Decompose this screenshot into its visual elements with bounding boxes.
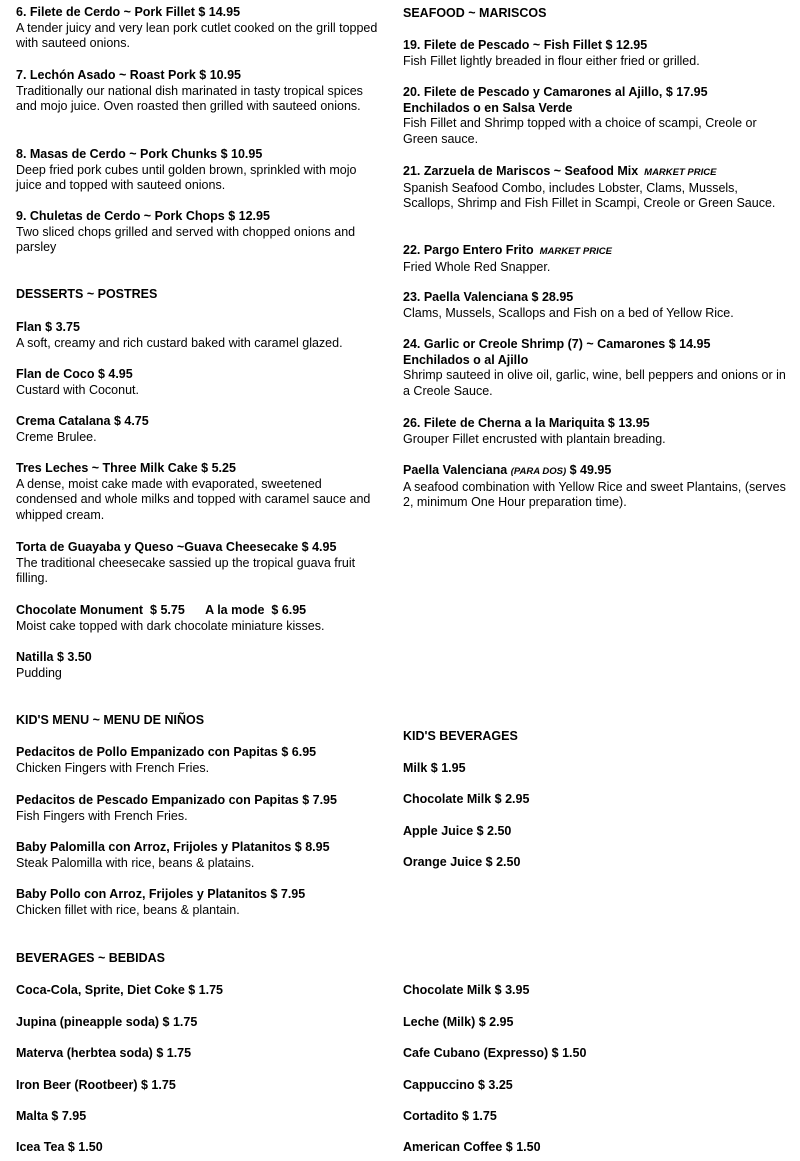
item-description: Two sliced chops grilled and served with chopped onions and parsley [16, 224, 356, 254]
item-description: Deep fried pork cubes until golden brown, sprinkled with mojo juice and topped with sauteed onions. [16, 162, 357, 192]
item-title: Natilla $ 3.50 [16, 650, 92, 664]
item-title-line2: Enchilados o en Salsa Verde [403, 100, 573, 115]
item-title: 9. Chuletas de Cerdo ~ Pork Chops $ 12.95 [16, 209, 270, 223]
item-description: Fish Fillet and Shrimp topped with a choice of scampi, Creole or Green sauce. [403, 116, 757, 146]
beverage-item: Malta $ 7.95 [16, 1109, 87, 1123]
market-price-tag: MARKET PRICE [539, 246, 612, 257]
section-header-kids-menu: KID'S MENU ~ MENU DE NIÑOS [16, 713, 205, 727]
menu-item [16, 793, 384, 824]
item-title: 6. Filete de Cerdo ~ Pork Fillet $ 14.95 [16, 5, 241, 19]
item-description: The traditional cheesecake sassied up the tropical guava fruit filling. [16, 555, 356, 585]
section-header-seafood: SEAFOOD ~ MARISCOS [403, 6, 547, 20]
item-title-text: 21. Zarzuela de Mariscos ~ Seafood Mix [403, 164, 639, 178]
item-description: Grouper Fillet encrusted with plantain breading. [403, 431, 666, 446]
menu-item [403, 38, 788, 69]
item-description: Steak Palomilla with rice, beans & platains. [16, 855, 255, 870]
beverage-item: Chocolate Milk $ 3.95 [403, 983, 530, 997]
beverage-item: Coca-Cola, Sprite, Diet Coke $ 1.75 [16, 983, 224, 997]
item-title-text: 22. Pargo Entero Frito [403, 243, 534, 257]
item-title: 7. Lechón Asado ~ Roast Pork $ 10.95 [16, 68, 241, 82]
item-title: Crema Catalana $ 4.75 [16, 414, 149, 428]
item-description: Traditionally our national dish marinated in tasty tropical spices and mojo juice. Oven roasted then grilled with sauteed onions. [16, 83, 363, 113]
menu-item [16, 320, 384, 351]
item-description: Clams, Mussels, Scallops and Fish on a bed of Yellow Rice. [403, 305, 734, 320]
item-description: Chicken Fingers with French Fries. [16, 760, 210, 775]
beverage-item: Materva (herbtea soda) $ 1.75 [16, 1046, 192, 1060]
item-description: A dense, moist cake made with evaporated, sweetened condensed and whole milks and topped with caramel sauce and whipped cream. [16, 476, 371, 522]
item-description: Fried Whole Red Snapper. [403, 259, 551, 274]
menu-item [16, 650, 384, 681]
item-title: Torta de Guayaba y Queso ~Guava Cheesecake $ 4.95 [16, 540, 337, 554]
menu-item [16, 209, 384, 256]
menu-item [403, 164, 788, 212]
item-description: Moist cake topped with dark chocolate miniature kisses. [16, 618, 325, 633]
menu-item [16, 540, 384, 587]
item-description: Spanish Seafood Combo, includes Lobster, Clams, Mussels, Scallops, Shrimp and Fish Fillet in Scampi, Creole or Green Sauce. [403, 180, 776, 210]
menu-item [16, 147, 384, 194]
item-title: Flan de Coco $ 4.95 [16, 367, 133, 381]
menu-item [403, 416, 788, 447]
market-price-tag: MARKET PRICE [644, 167, 717, 178]
beverage-item: Jupina (pineapple soda) $ 1.75 [16, 1015, 198, 1029]
item-description: Custard with Coconut. [16, 382, 139, 397]
item-description: Shrimp sauteed in olive oil, garlic, wine, bell peppers and onions or in a Creole Sauce. [403, 368, 786, 398]
beverage-item: Icea Tea $ 1.50 [16, 1140, 103, 1154]
beverage-item: Chocolate Milk $ 2.95 [403, 792, 530, 806]
menu-item [403, 85, 788, 147]
item-description: Pudding [16, 665, 62, 680]
beverage-item: Cafe Cubano (Expresso) $ 1.50 [403, 1046, 587, 1060]
item-title: Pedacitos de Pescado Empanizado con Papitas $ 7.95 [16, 793, 337, 807]
item-title [403, 164, 788, 181]
item-title: Flan $ 3.75 [16, 320, 80, 334]
menu-item [403, 337, 788, 399]
item-title: Pedacitos de Pollo Empanizado con Papitas $ 6.95 [16, 745, 317, 759]
item-title: Chocolate Monument $ 5.75 A la mode $ 6.95 [16, 603, 307, 617]
menu-item [403, 290, 788, 321]
menu-item [16, 5, 384, 52]
item-title-line2: Enchilados o al Ajillo [403, 352, 529, 367]
item-title: 26. Filete de Cherna a la Mariquita $ 13.95 [403, 416, 650, 430]
menu-item [403, 463, 788, 511]
section-header-desserts: DESSERTS ~ POSTRES [16, 287, 158, 301]
item-title [403, 463, 788, 480]
beverage-item: Cappuccino $ 3.25 [403, 1078, 513, 1092]
item-title: Baby Pollo con Arroz, Frijoles y Platanitos $ 7.95 [16, 887, 306, 901]
menu-item [16, 461, 384, 523]
menu-item [16, 840, 384, 871]
beverage-item: American Coffee $ 1.50 [403, 1140, 541, 1154]
menu-item [16, 603, 384, 634]
item-price: $ 49.95 [566, 463, 612, 477]
beverage-item: Orange Juice $ 2.50 [403, 855, 521, 869]
item-title: 8. Masas de Cerdo ~ Pork Chunks $ 10.95 [16, 147, 263, 161]
item-description: A soft, creamy and rich custard baked with caramel glazed. [16, 335, 343, 350]
item-title [403, 243, 788, 260]
item-title: Tres Leches ~ Three Milk Cake $ 5.25 [16, 461, 236, 475]
item-description: Fish Fingers with French Fries. [16, 808, 188, 823]
menu-item [16, 414, 384, 445]
section-header-beverages: BEVERAGES ~ BEBIDAS [16, 951, 165, 965]
item-description: Fish Fillet lightly breaded in flour either fried or grilled. [403, 53, 700, 68]
item-description: A tender juicy and very lean pork cutlet cooked on the grill topped with sauteed onions. [16, 20, 378, 50]
item-title: 20. Filete de Pescado y Camarones al Ajillo, $ 17.95 [403, 85, 708, 99]
beverage-item: Milk $ 1.95 [403, 761, 466, 775]
item-title: 23. Paella Valenciana $ 28.95 [403, 290, 574, 304]
item-description: Creme Brulee. [16, 429, 97, 444]
menu-item [16, 887, 384, 918]
item-title: 24. Garlic or Creole Shrimp (7) ~ Camarones $ 14.95 [403, 337, 711, 351]
menu-item [16, 745, 384, 776]
item-description: A seafood combination with Yellow Rice and sweet Plantains, (serves 2, minimum One Hour preparation time). [403, 479, 786, 509]
menu-item [16, 68, 384, 115]
item-title: 19. Filete de Pescado ~ Fish Fillet $ 12.95 [403, 38, 648, 52]
item-description: Chicken fillet with rice, beans & plantain. [16, 902, 240, 917]
item-title-text: Paella Valenciana [403, 463, 511, 477]
beverage-item: Leche (Milk) $ 2.95 [403, 1015, 514, 1029]
beverage-item: Iron Beer (Rootbeer) $ 1.75 [16, 1078, 176, 1092]
menu-item [403, 243, 788, 275]
beverage-item: Cortadito $ 1.75 [403, 1109, 497, 1123]
section-header-kids-beverages: KID'S BEVERAGES [403, 729, 518, 743]
para-dos-tag: (PARA DOS) [510, 466, 567, 477]
menu-item [16, 367, 384, 398]
beverage-item: Apple Juice $ 2.50 [403, 824, 512, 838]
item-title: Baby Palomilla con Arroz, Frijoles y Platanitos $ 8.95 [16, 840, 330, 854]
